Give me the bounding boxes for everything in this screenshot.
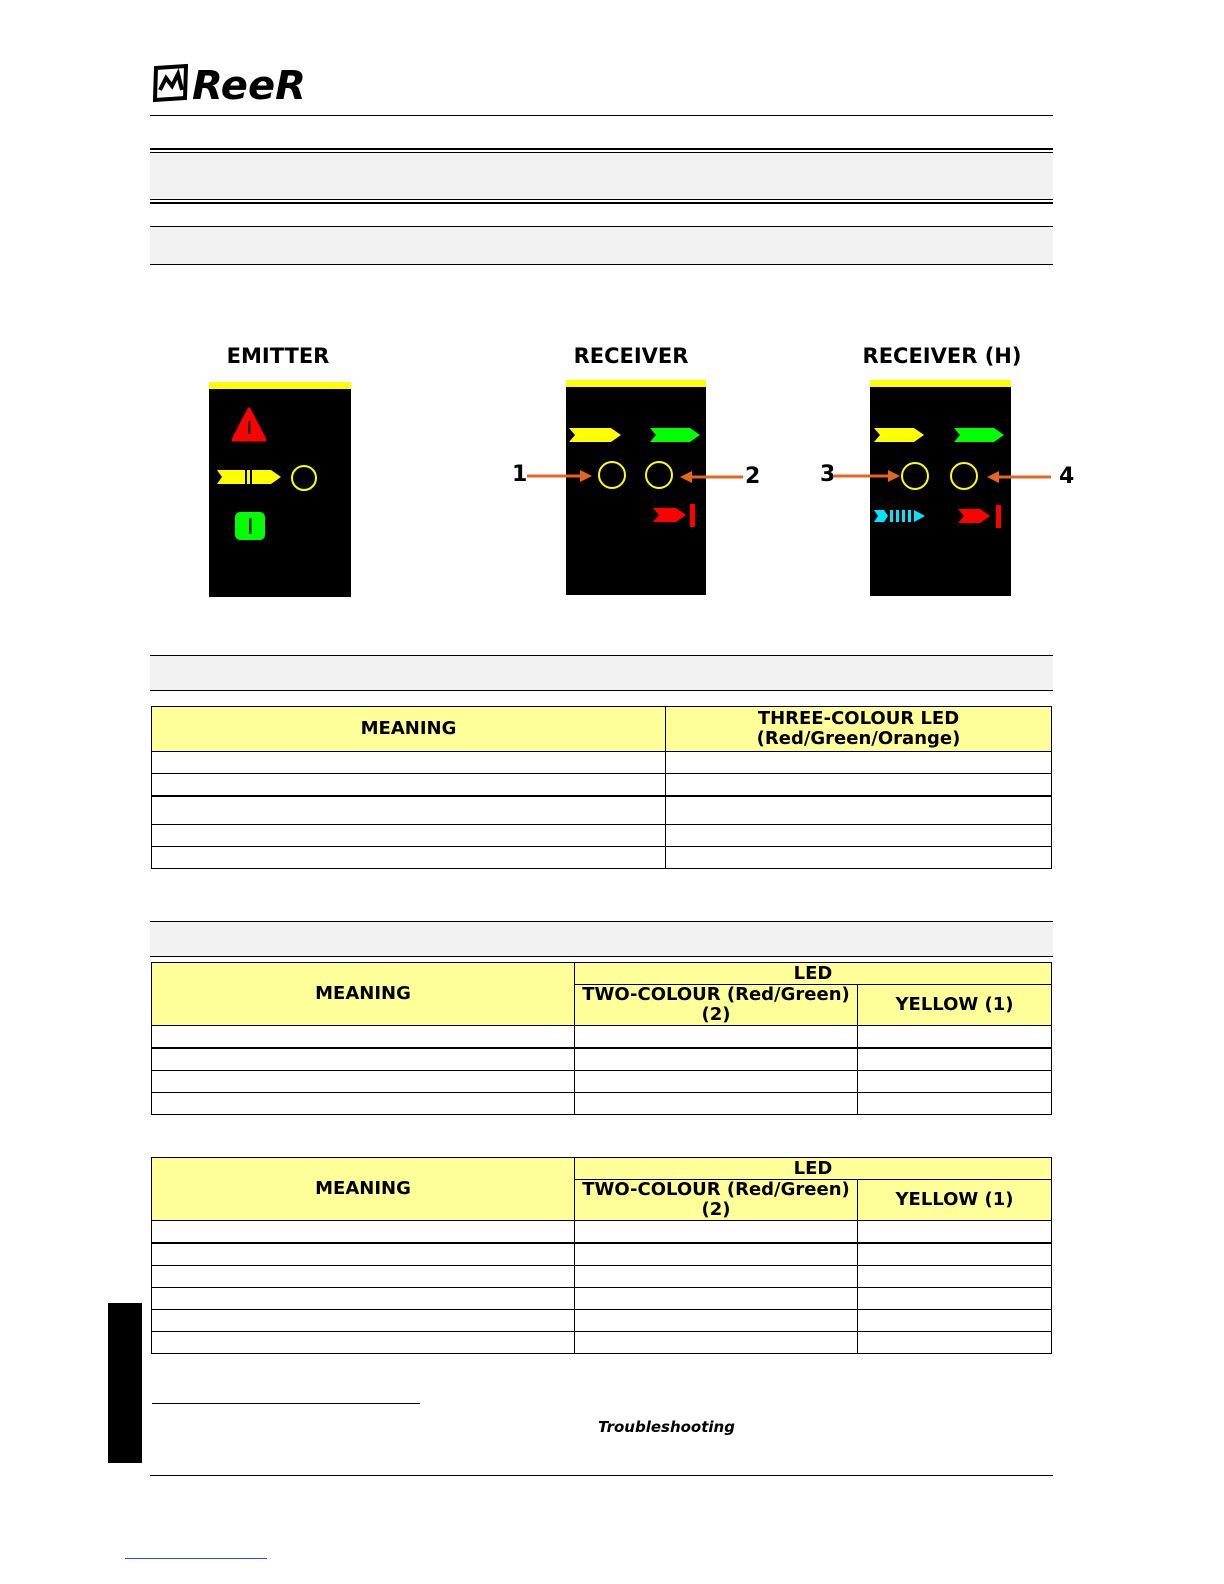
receiver-red-arrow-icon	[653, 504, 695, 527]
emitter-led-table	[151, 706, 1052, 869]
receiver-h-led-table	[151, 1157, 1052, 1354]
table3-two-colour-header: TWO-COLOUR (Red/Green) (2)	[575, 1180, 858, 1221]
table-row	[152, 1310, 1052, 1332]
power-on-icon	[235, 512, 265, 540]
table2-band	[150, 922, 1053, 956]
table-row	[152, 1243, 1052, 1266]
receiver-h-red-arrow-icon	[958, 505, 1001, 528]
table3-led-header: LED	[575, 1158, 1052, 1180]
receiver-h-yellow-arrow-icon	[874, 428, 924, 442]
logo-text: ReeR	[192, 63, 306, 109]
table-row	[152, 1221, 1052, 1244]
table2-led-header: LED	[575, 963, 1052, 985]
receiver-yellow-arrow-icon	[569, 428, 621, 442]
side-language-tab	[108, 1303, 142, 1463]
title-band	[150, 153, 1053, 199]
table-row	[152, 752, 1052, 774]
receiver-green-arrow-icon	[650, 428, 700, 442]
table-row	[152, 1048, 1052, 1071]
callout-arrows	[500, 455, 1080, 500]
footer-section-title: Troubleshooting	[598, 1418, 735, 1436]
callout-1: 1	[512, 462, 528, 487]
table-row	[152, 774, 1052, 797]
receiver-h-green-arrow-icon	[954, 428, 1004, 442]
table-row	[152, 1332, 1052, 1354]
table3-meaning-header: MEANING	[152, 1158, 575, 1221]
callout-4: 4	[1059, 464, 1075, 489]
table1-led-header	[666, 707, 1052, 752]
table2-two-colour-header: TWO-COLOUR (Red/Green) (2)	[575, 985, 858, 1026]
receiver-led-table	[151, 962, 1052, 1115]
subtitle-band-bottom-rule	[150, 264, 1053, 265]
table1-band-bottom-rule	[150, 690, 1053, 691]
table1-band	[150, 656, 1053, 690]
callout-3: 3	[820, 462, 836, 487]
title-band-bottom-rule	[150, 199, 1053, 200]
receiver-title: RECEIVER	[573, 344, 689, 368]
warning-triangle-icon	[233, 409, 265, 440]
table-row	[152, 846, 1052, 868]
footer-rule	[150, 1475, 1053, 1476]
table-row	[152, 1093, 1052, 1115]
table1-led-header-line2: (Red/Green/Orange)	[756, 728, 961, 749]
table-row	[152, 1288, 1052, 1310]
emitter-title: EMITTER	[226, 344, 330, 368]
receiver-h-title: RECEIVER (H)	[862, 344, 1022, 368]
footnote-rule	[152, 1403, 420, 1404]
table-row	[152, 824, 1052, 846]
subtitle-band	[150, 227, 1053, 264]
title-band-bottom-rule-2	[150, 202, 1053, 204]
table-row	[152, 1026, 1052, 1049]
callout-2: 2	[745, 464, 761, 489]
reer-logo	[152, 60, 306, 109]
table2-yellow-header: YELLOW (1)	[858, 985, 1052, 1026]
title-band-top-rule	[150, 148, 1053, 150]
table2-meaning-header: MEANING	[152, 963, 575, 1026]
table2-band-bottom-rule	[150, 956, 1053, 957]
table-row	[152, 1266, 1052, 1288]
header-rule	[150, 115, 1053, 116]
emitter-device	[209, 382, 351, 597]
table-row	[152, 1071, 1052, 1093]
table3-yellow-header: YELLOW (1)	[858, 1180, 1052, 1221]
emitter-arrow-icon	[217, 470, 281, 484]
table1-led-header-line1: THREE-COLOUR LED	[757, 708, 960, 729]
emitter-led-icon	[292, 466, 316, 490]
bottom-link-underline[interactable]	[125, 1558, 267, 1559]
table1-meaning-header: MEANING	[152, 707, 666, 752]
receiver-h-cyan-arrow-icon	[874, 510, 925, 522]
table-row	[152, 796, 1052, 824]
